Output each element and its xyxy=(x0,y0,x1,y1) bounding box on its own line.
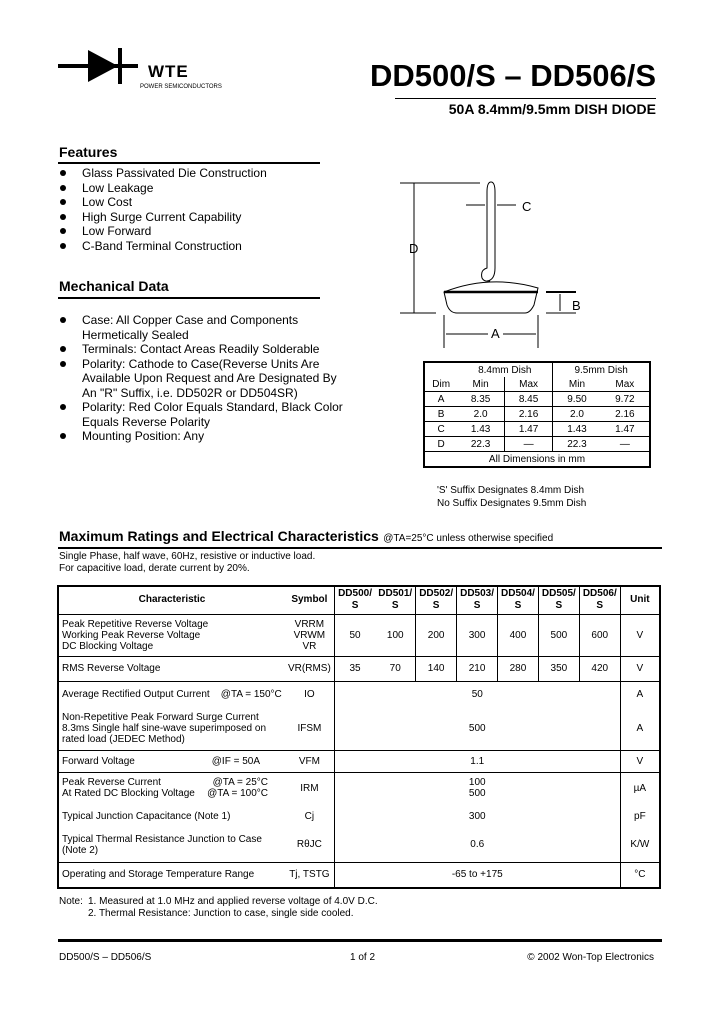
cell: 420 xyxy=(579,656,620,681)
footer-copyright: © 2002 Won-Top Electronics xyxy=(527,952,654,963)
cell: 0.6 xyxy=(334,828,620,862)
cell: 500 xyxy=(468,788,486,800)
cell: 22.3 xyxy=(457,437,504,452)
cell: V xyxy=(620,614,660,656)
cell: 22.3 xyxy=(553,437,601,452)
cell: VR(RMS) xyxy=(285,656,334,681)
cell: V xyxy=(620,750,660,772)
cell: Operating and Storage Temperature Range xyxy=(58,862,285,888)
list-item: Mounting Position: Any xyxy=(58,429,348,444)
cell: 500 xyxy=(334,708,620,750)
cell: VRRM xyxy=(294,618,325,630)
cell: 300 xyxy=(457,614,498,656)
table-row xyxy=(58,862,660,888)
col-header: Characteristic xyxy=(138,594,206,606)
cell: @TA = 150°C xyxy=(220,689,282,701)
group-header: 8.4mm Dish xyxy=(478,364,532,376)
col-header: Dim xyxy=(432,378,451,390)
table-row xyxy=(424,407,650,422)
list-item: Low Forward xyxy=(58,224,338,239)
cell: C xyxy=(424,422,457,437)
cell: 1.1 xyxy=(334,750,620,772)
cell: Non-Repetitive Peak Forward Surge Current xyxy=(62,712,259,724)
ratings-heading: Maximum Ratings and Electrical Characteristics xyxy=(59,528,379,544)
cell: A xyxy=(620,681,660,708)
list-item: High Surge Current Capability xyxy=(58,210,338,225)
table-row xyxy=(58,614,660,656)
footer-page-number: 1 of 2 xyxy=(350,952,376,963)
cell: RθJC xyxy=(296,839,322,851)
cell: µA xyxy=(620,772,660,804)
dimensions-footnote: All Dimensions in mm xyxy=(424,452,650,468)
cell: pF xyxy=(620,804,660,828)
cell: 100 xyxy=(375,614,415,656)
dim-label-a: A xyxy=(488,326,503,341)
cell: B xyxy=(424,407,457,422)
cell: VRWM xyxy=(293,629,326,641)
cell: -65 to +175 xyxy=(334,862,620,888)
cell: 9.72 xyxy=(601,392,650,407)
col-header: DD506/ S xyxy=(579,586,620,614)
cell: 400 xyxy=(498,614,539,656)
table-row xyxy=(58,656,660,681)
cell: VR xyxy=(302,640,317,652)
table-row xyxy=(58,772,660,804)
cell: DC Blocking Voltage xyxy=(62,640,154,652)
cell: @TA = 100°C xyxy=(207,788,268,800)
cell: 500 xyxy=(538,614,579,656)
list-item: Polarity: Cathode to Case(Reverse Units Are Available Upon Request and Are Designated By An "R" Suffix, i.e. DD502R or DD504SR) xyxy=(58,357,348,401)
col-header: DD505/ S xyxy=(538,586,579,614)
col-header: DD503/ S xyxy=(457,586,498,614)
cell: A xyxy=(424,392,457,407)
col-header: Max xyxy=(504,377,552,392)
col-header: DD504/ S xyxy=(498,586,539,614)
dimensions-table xyxy=(423,361,651,468)
cell: — xyxy=(601,437,650,452)
wte-logo xyxy=(58,44,222,96)
cell: 50 xyxy=(334,681,620,708)
cell: 1.43 xyxy=(457,422,504,437)
cell: Tj, TSTG xyxy=(285,862,334,888)
cell: 280 xyxy=(498,656,539,681)
cell: At Rated DC Blocking Voltage xyxy=(62,788,195,800)
cell: 8.3ms Single half sine-wave superimposed on xyxy=(62,723,266,735)
cell: 9.50 xyxy=(553,392,601,407)
cell: IRM xyxy=(285,772,334,804)
cell: Working Peak Reverse Voltage xyxy=(62,629,201,641)
ratings-table xyxy=(57,585,661,889)
logo-tagline: POWER SEMICONDUCTORS xyxy=(140,84,222,90)
cell: 2.0 xyxy=(457,407,504,422)
table-row xyxy=(424,437,650,452)
col-header: Max xyxy=(615,378,635,390)
logo-text: WTE xyxy=(148,62,189,81)
load-note: Single Phase, half wave, 60Hz, resistive or inductive load. xyxy=(59,551,316,562)
col-header: DD500/ S xyxy=(334,586,375,614)
cell: 1.43 xyxy=(553,422,601,437)
dim-label-b: B xyxy=(572,298,581,313)
cell: Forward Voltage xyxy=(62,755,135,767)
col-header: Symbol xyxy=(291,594,328,606)
cell: A xyxy=(620,708,660,750)
cell: Typical Thermal Resistance Junction to Case xyxy=(62,833,262,845)
list-item: Low Cost xyxy=(58,195,338,210)
cell: Average Rectified Output Current xyxy=(62,689,210,701)
cell: 350 xyxy=(538,656,579,681)
table-row xyxy=(424,392,650,407)
cell: 2.0 xyxy=(553,407,601,422)
cell: 140 xyxy=(416,656,457,681)
cell: 35 xyxy=(334,656,375,681)
cell: Peak Repetitive Reverse Voltage xyxy=(62,618,209,630)
cell: (Note 2) xyxy=(62,844,99,856)
cell: — xyxy=(504,437,552,452)
cell: @TA = 25°C xyxy=(212,777,268,789)
mechanical-heading: Mechanical Data xyxy=(59,278,169,294)
page-title: DD500/S – DD506/S xyxy=(369,58,656,93)
cell: Peak Reverse Current xyxy=(62,777,161,789)
cell: 210 xyxy=(457,656,498,681)
cell: IO xyxy=(285,681,334,708)
cell: 8.35 xyxy=(457,392,504,407)
features-heading: Features xyxy=(59,144,118,160)
cell: K/W xyxy=(620,828,660,862)
dish-diode-outline-diagram xyxy=(390,170,590,350)
suffix-note: No Suffix Designates 9.5mm Dish xyxy=(437,498,587,509)
cell: 300 xyxy=(334,804,620,828)
cell: 2.16 xyxy=(504,407,552,422)
group-header: 9.5mm Dish xyxy=(553,362,650,377)
notes-label: Note: xyxy=(59,896,83,907)
table-header-row xyxy=(58,586,660,614)
ratings-condition: @TA=25°C unless otherwise specified xyxy=(383,533,554,544)
col-header: DD502/ S xyxy=(416,586,457,614)
table-row xyxy=(58,804,660,828)
cell: @IF = 50A xyxy=(211,755,260,767)
cell: Cj xyxy=(304,810,315,822)
table-row xyxy=(58,681,660,708)
list-item: Glass Passivated Die Construction xyxy=(58,166,338,181)
cell: V xyxy=(620,656,660,681)
cell: 2.16 xyxy=(601,407,650,422)
col-header: Unit xyxy=(620,586,660,614)
cell: 50 xyxy=(334,614,375,656)
dim-label-d: D xyxy=(409,241,419,256)
note-item: 1. Measured at 1.0 MHz and applied reverse voltage of 4.0V D.C. xyxy=(88,896,378,907)
cell: 8.45 xyxy=(504,392,552,407)
features-list xyxy=(58,166,338,253)
cell: VFM xyxy=(285,750,334,772)
cell: 600 xyxy=(579,614,620,656)
cell: RMS Reverse Voltage xyxy=(58,656,285,681)
cell: rated load (JEDEC Method) xyxy=(62,734,185,746)
list-item: Case: All Copper Case and Components Hermetically Sealed xyxy=(58,313,348,342)
cell: 100 xyxy=(468,777,486,789)
page-subtitle: 50A 8.4mm/9.5mm DISH DIODE xyxy=(448,101,656,117)
cell: D xyxy=(424,437,457,452)
list-item: Low Leakage xyxy=(58,181,338,196)
mechanical-list xyxy=(58,313,348,444)
col-header: Min xyxy=(472,378,489,390)
suffix-note: 'S' Suffix Designates 8.4mm Dish xyxy=(437,485,585,496)
col-header: DD501/ S xyxy=(378,588,413,612)
table-row xyxy=(58,828,660,862)
dim-label-c: C xyxy=(522,199,532,214)
cell: °C xyxy=(620,862,660,888)
col-header: Min xyxy=(553,377,601,392)
table-row xyxy=(424,422,650,437)
table-row xyxy=(58,708,660,750)
diode-symbol-icon xyxy=(58,46,138,86)
cell: IFSM xyxy=(297,723,322,735)
cell: 1.47 xyxy=(601,422,650,437)
load-note: For capacitive load, derate current by 20%. xyxy=(59,563,250,574)
cell: 200 xyxy=(416,614,457,656)
cell: 1.47 xyxy=(504,422,552,437)
footer-part-number: DD500/S – DD506/S xyxy=(59,952,152,963)
cell: 70 xyxy=(375,656,415,681)
list-item: C-Band Terminal Construction xyxy=(58,239,338,254)
list-item: Terminals: Contact Areas Readily Solderable xyxy=(58,342,348,357)
table-row xyxy=(58,750,660,772)
list-item: Polarity: Red Color Equals Standard, Black Color Equals Reverse Polarity xyxy=(58,400,348,429)
cell: Typical Junction Capacitance (Note 1) xyxy=(62,810,231,822)
note-item: 2. Thermal Resistance: Junction to case, single side cooled. xyxy=(88,908,354,919)
